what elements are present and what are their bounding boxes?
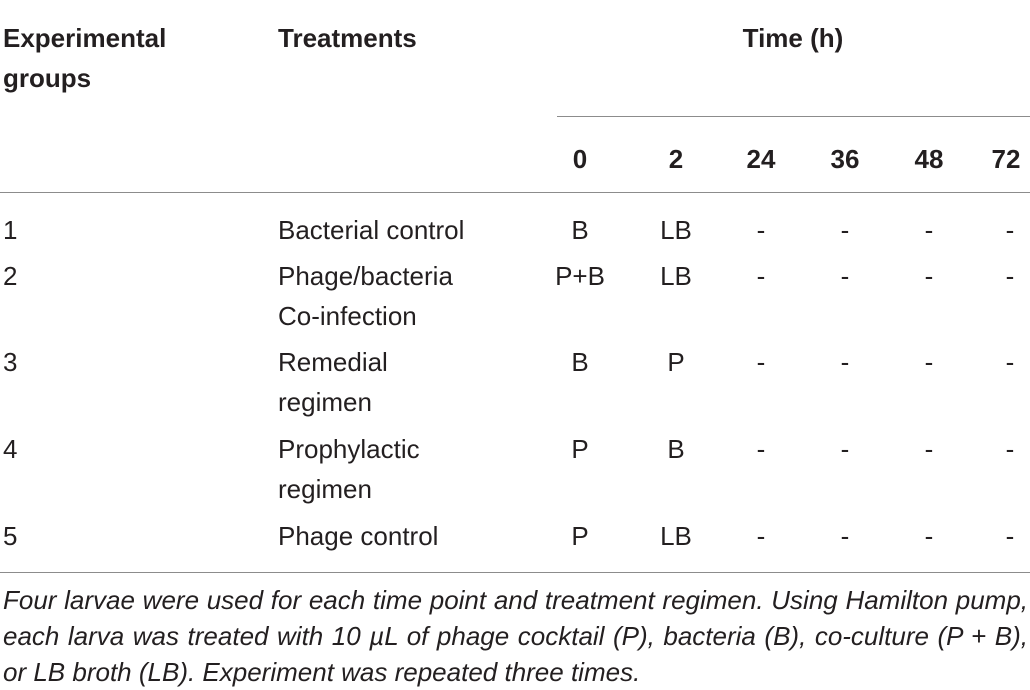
row-1-t2: LB	[660, 215, 692, 245]
row-5-treatment: Phage control	[278, 521, 439, 551]
row-4-treatment: Prophylactic regimen	[278, 434, 420, 504]
table-bottom-rule	[0, 572, 1030, 573]
row-1-t0: B	[571, 215, 589, 245]
row-3-t2: P	[667, 347, 685, 377]
row-4-t24: -	[756, 434, 766, 464]
row-1-treatment: Bacterial control	[278, 215, 465, 245]
table-footnote: Four larvae were used for each time point and treatment regimen. Using Hamilton pump, each larva was treated with 10 µL of phage cocktail (P), bacteria (B), co-culture (P + B), or LB broth (LB). Experiment was repeated three times.	[3, 585, 1028, 687]
header-time-24: 24	[746, 144, 776, 174]
header-time-72: 72	[991, 144, 1021, 174]
row-1-t48: -	[924, 215, 934, 245]
row-5-t24: -	[756, 521, 766, 551]
row-5-t36: -	[840, 521, 850, 551]
row-3-t48: -	[924, 347, 934, 377]
header-time-36: 36	[830, 144, 860, 174]
row-2-t24: -	[756, 261, 766, 291]
header-time-48: 48	[914, 144, 944, 174]
row-2-t48: -	[924, 261, 934, 291]
row-3-t0: B	[571, 347, 589, 377]
row-2-t72: -	[1005, 261, 1015, 291]
row-1-group: 1	[3, 215, 18, 245]
row-5-group: 5	[3, 521, 18, 551]
row-3-t72: -	[1005, 347, 1015, 377]
row-5-t48: -	[924, 521, 934, 551]
header-time-2: 2	[668, 144, 684, 174]
row-5-t72: -	[1005, 521, 1015, 551]
row-2-t2: LB	[660, 261, 692, 291]
row-5-t2: LB	[660, 521, 692, 551]
row-4-t2: B	[667, 434, 685, 464]
row-3-treatment: Remedial regimen	[278, 347, 388, 417]
row-2-group: 2	[3, 261, 18, 291]
row-4-group: 4	[3, 434, 18, 464]
header-treatments: Treatments	[278, 23, 417, 53]
header-bottom-rule	[0, 192, 1030, 193]
header-time: Time (h)	[742, 23, 844, 53]
row-2-t0: P+B	[555, 261, 605, 291]
row-1-t24: -	[756, 215, 766, 245]
row-4-t36: -	[840, 434, 850, 464]
time-header-rule	[557, 116, 1030, 117]
row-2-t36: -	[840, 261, 850, 291]
row-2-treatment: Phage/bacteria Co-infection	[278, 261, 453, 331]
row-1-t36: -	[840, 215, 850, 245]
row-3-t36: -	[840, 347, 850, 377]
header-time-0: 0	[572, 144, 588, 174]
row-3-t24: -	[756, 347, 766, 377]
header-experimental-groups: Experimental groups	[3, 23, 167, 93]
row-4-t72: -	[1005, 434, 1015, 464]
row-4-t48: -	[924, 434, 934, 464]
row-1-t72: -	[1005, 215, 1015, 245]
row-4-t0: P	[571, 434, 589, 464]
row-3-group: 3	[3, 347, 18, 377]
row-5-t0: P	[571, 521, 589, 551]
